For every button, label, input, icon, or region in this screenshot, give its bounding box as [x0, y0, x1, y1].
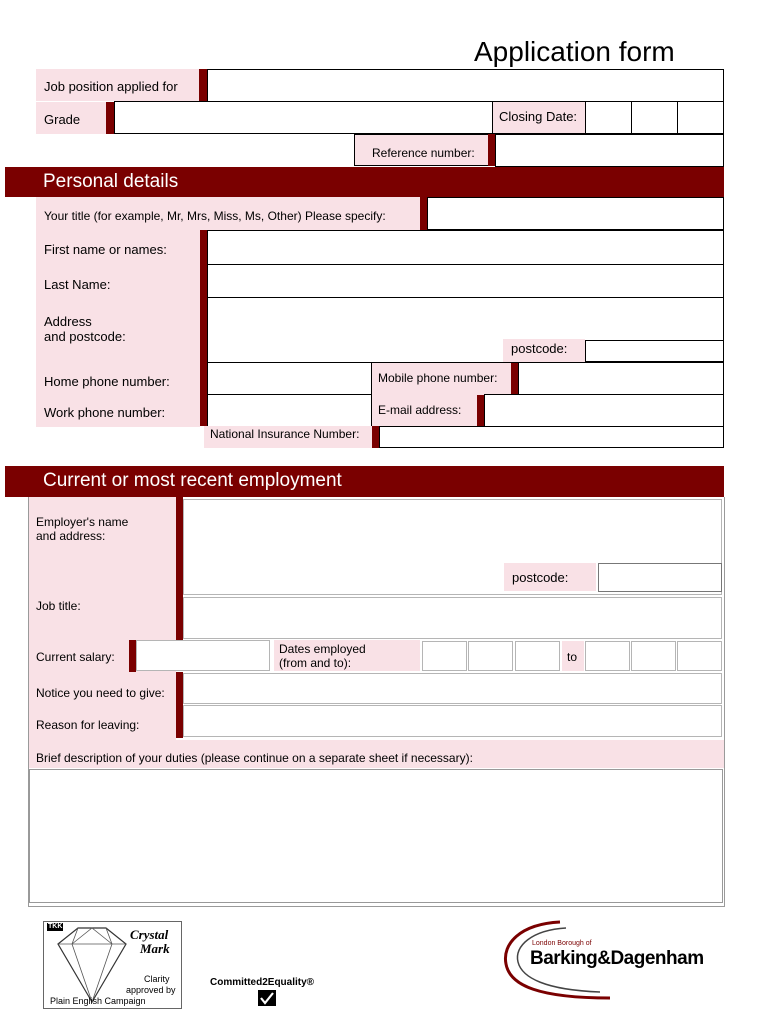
notice-input[interactable] — [183, 673, 722, 704]
reason-input[interactable] — [183, 705, 722, 737]
label-divider — [372, 426, 379, 448]
grade-input[interactable] — [114, 101, 493, 134]
label-divider — [200, 230, 207, 426]
label-divider — [488, 134, 495, 166]
mobile-phone-input[interactable] — [518, 362, 724, 395]
work-phone-input[interactable] — [207, 394, 372, 427]
employment-postcode-label: postcode: — [512, 570, 569, 585]
employment-header: Current or most recent employment — [5, 466, 724, 497]
closing-date-year-input[interactable] — [677, 101, 724, 134]
crystal-text-line3: Plain English Campaign — [50, 996, 146, 1006]
date-from-month-input[interactable] — [468, 641, 513, 671]
postcode-input[interactable] — [585, 340, 724, 362]
last-name-label: Last Name: — [44, 277, 111, 292]
salary-label: Current salary: — [36, 650, 115, 664]
closing-date-label: Closing Date: — [499, 109, 578, 124]
email-input[interactable] — [484, 394, 724, 427]
duties-label: Brief description of your duties (please continue on a separate sheet if necessary): — [36, 751, 473, 765]
label-divider — [176, 497, 183, 640]
title-input[interactable] — [427, 197, 724, 230]
job-title-input[interactable] — [183, 597, 722, 639]
crystal-title-line2: Mark — [140, 941, 170, 956]
dates-label-line2: (from and to): — [279, 656, 352, 670]
label-divider — [511, 363, 518, 395]
label-divider — [176, 672, 183, 738]
title-label: Your title (for example, Mr, Mrs, Miss, Ms, Other) Please specify: — [44, 209, 386, 223]
checkmark-icon — [258, 990, 276, 1006]
address-label-line2: and postcode: — [44, 329, 126, 344]
job-position-label: Job position applied for — [44, 79, 178, 94]
job-title-label: Job title: — [36, 599, 81, 613]
borough-name-text: Barking&Dagenham — [530, 948, 704, 969]
crystal-title-line1: Crystal — [130, 927, 169, 942]
email-label: E-mail address: — [378, 403, 462, 417]
reason-label: Reason for leaving: — [36, 718, 140, 732]
personal-details-header: Personal details — [5, 167, 724, 197]
label-divider — [129, 640, 136, 672]
date-from-day-input[interactable] — [422, 641, 467, 671]
borough-small-text: London Borough of — [532, 940, 592, 947]
employer-label-line2: and address: — [36, 529, 106, 543]
job-position-input[interactable] — [207, 69, 724, 102]
postcode-label: postcode: — [511, 341, 568, 356]
reference-label: Reference number: — [372, 146, 475, 160]
date-to-day-input[interactable] — [585, 641, 630, 671]
page-title: Application form — [474, 36, 675, 67]
crystal-text-line2: approved by — [126, 985, 176, 995]
first-name-input[interactable] — [207, 230, 724, 265]
last-name-input[interactable] — [207, 264, 724, 298]
barking-dagenham-logo — [500, 918, 722, 1000]
date-from-year-input[interactable] — [515, 641, 560, 671]
personal-label-column — [36, 197, 200, 427]
closing-date-day-input[interactable] — [585, 101, 632, 134]
reference-number-input[interactable] — [495, 134, 724, 167]
address-label-line1: Address — [44, 314, 92, 329]
grade-label: Grade — [44, 112, 81, 127]
committed-to-equality-text: Committed2Equality® — [210, 977, 315, 988]
employer-label-line1: Employer's name — [36, 515, 129, 529]
label-divider — [106, 102, 114, 134]
home-phone-label: Home phone number: — [44, 374, 170, 389]
label-divider — [420, 197, 427, 230]
to-label: to — [567, 650, 578, 664]
ni-label: National Insurance Number: — [210, 427, 360, 441]
ni-number-input[interactable] — [379, 426, 724, 448]
dates-label-line1: Dates employed — [279, 642, 366, 656]
label-divider — [477, 395, 484, 426]
crystal-badge: TKK — [48, 923, 63, 930]
home-phone-input[interactable] — [207, 362, 372, 395]
crystal-mark-logo — [43, 921, 182, 1009]
mobile-phone-label: Mobile phone number: — [378, 371, 498, 385]
duties-textarea[interactable] — [29, 769, 723, 903]
date-to-month-input[interactable] — [631, 641, 676, 671]
notice-label: Notice you need to give: — [36, 686, 165, 700]
date-to-year-input[interactable] — [677, 641, 722, 671]
first-name-label: First name or names: — [44, 242, 167, 257]
employment-postcode-input[interactable] — [598, 563, 722, 592]
closing-date-month-input[interactable] — [631, 101, 678, 134]
salary-input[interactable] — [136, 640, 270, 671]
label-divider — [199, 69, 207, 101]
work-phone-label: Work phone number: — [44, 405, 166, 420]
crystal-text-line1: Clarity — [144, 974, 170, 984]
